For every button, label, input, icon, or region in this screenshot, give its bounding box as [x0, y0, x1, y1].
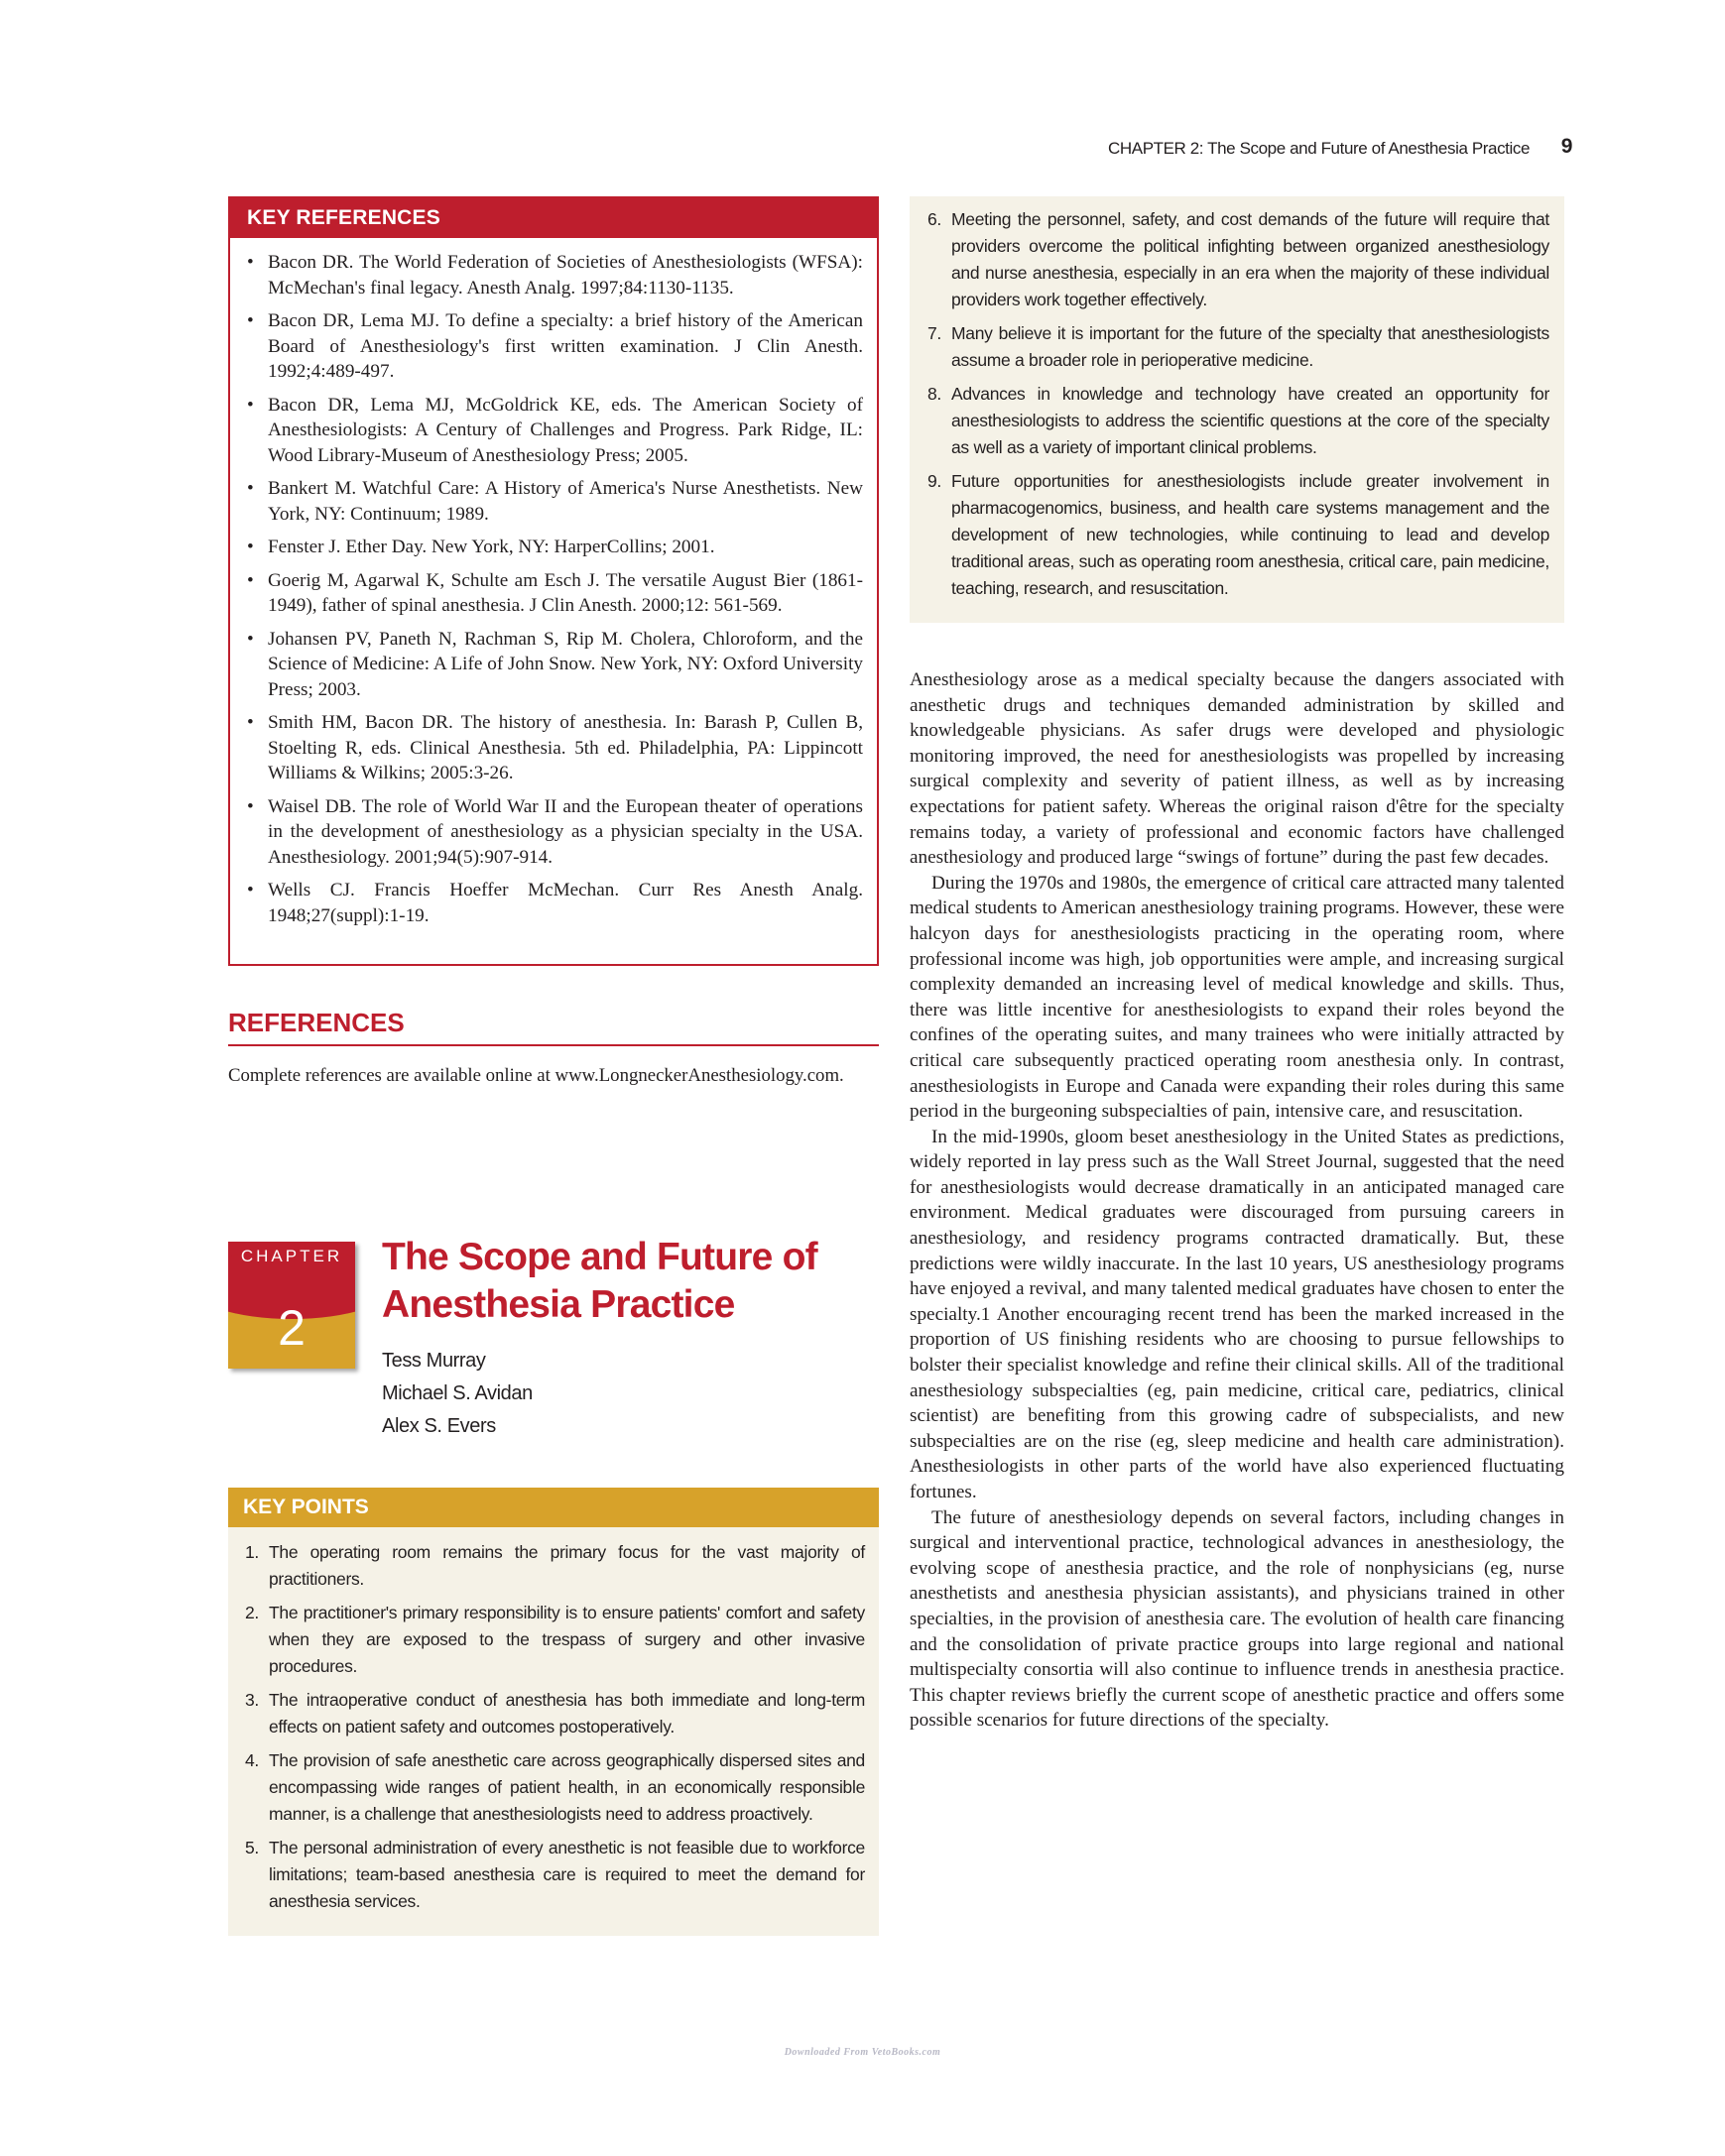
reference-item: • Goerig M, Agarwal K, Schulte am Esch J. The versatile August Bier (1861-1949), father of spinal anesthesia. J Clin Anesth. 2000;12: 561-569.	[268, 568, 863, 619]
key-point: 4. The provision of safe anesthetic care across geographically dispersed sites and encompassing wide ranges of patient health, in an economically responsible manner, is a challenge that anesthesiologists need to address proactively.	[245, 1750, 865, 1824]
chapter-title-line: Anesthesia Practice	[382, 1283, 735, 1326]
chapter-number: 2	[278, 1300, 306, 1356]
references-note: Complete references are available online at www.LongneckerAnesthesiology.com.	[228, 1065, 844, 1086]
key-points-list	[228, 1527, 879, 1915]
key-references-box	[228, 196, 879, 966]
key-point: 1. The operating room remains the primary focus for the vast majority of practitioners.	[245, 1542, 865, 1589]
body-paragraph: The future of anesthesiology depends on several factors, including changes in surgical and interventional practice, technological advances in anesthesiology, the evolving scope of anesthesia practice, and the role of nonphysicians (eg, nurse anesthetists and anesthesia physician assistants), and physicians trained in other specialties, in the provision of anesthesia care. The evolution of health care financing and the consolidation of private practice groups into large regional and national multispecialty consortia will also continue to influence trends in anesthesia practice. This chapter reviews briefly the current scope of anesthetic practice and offers some possible scenarios for future directions of the specialty.	[910, 1506, 1564, 1732]
key-point: 3. The intraoperative conduct of anesthesia has both immediate and long-term effects on patient safety and outcomes postoperatively.	[245, 1690, 865, 1737]
reference-item: • Johansen PV, Paneth N, Rachman S, Rip M. Cholera, Chloroform, and the Science of Medicine: A Life of John Snow. New York, NY: Oxford University Press; 2003.	[268, 627, 863, 703]
chapter-title	[382, 1234, 878, 1329]
author-list	[382, 1345, 533, 1443]
download-watermark: Downloaded From VetoBooks.com	[784, 2047, 941, 2058]
author-name: Michael S. Avidan	[382, 1382, 533, 1404]
key-points-heading: KEY POINTS	[228, 1488, 879, 1527]
reference-item: • Waisel DB. The role of World War II and the European theater of operations in the development of anesthesiology as a physician specialty in the USA. Anesthesiology. 2001;94(5):907-914.	[268, 794, 863, 871]
reference-item: • Wells CJ. Francis Hoeffer McMechan. Curr Res Anesth Analg. 1948;27(suppl):1-19.	[268, 878, 863, 928]
reference-item: • Bankert M. Watchful Care: A History of America's Nurse Anesthetists. New York, NY: Continuum; 1989.	[268, 476, 863, 527]
reference-item: • Bacon DR. The World Federation of Societies of Anesthesiologists (WFSA): McMechan's final legacy. Anesth Analg. 1997;84:1130-1135.	[268, 250, 863, 300]
key-point: 9. Future opportunities for anesthesiologists include greater involvement in pharmacogenomics, business, and health care systems management and the development of new technologies, while continuing to lead and develop traditional areas, such as operating room anesthesia, critical care, pain medicine, teaching, research, and resuscitation.	[927, 471, 1549, 598]
running-title: CHAPTER 2: The Scope and Future of Anesthesia Practice	[1108, 139, 1531, 158]
key-point: 7. Many believe it is important for the future of the specialty that anesthesiologists assume a broader role in perioperative medicine.	[927, 323, 1549, 370]
author-name: Alex S. Evers	[382, 1415, 496, 1437]
reference-item: • Smith HM, Bacon DR. The history of anesthesia. In: Barash P, Cullen B, Stoelting R, eds. Clinical Anesthesia. 5th ed. Philadelphia, PA: Lippincott Williams & Wilkins; 2005:3-26.	[268, 710, 863, 786]
chapter-badge	[228, 1242, 355, 1369]
running-header	[1108, 135, 1572, 165]
page-number: 9	[1560, 135, 1572, 158]
body-paragraph: In the mid-1990s, gloom beset anesthesiology in the United States as predictions, widely reported in lay press such as the Wall Street Journal, suggested that the need for anesthesiologists would decrease dramatically in an anticipated managed care environment. Medical graduates were discouraged from pursuing careers in anesthesiology, and residency programs contracted dramatically. But, these predictions were wildly inaccurate. In the last 10 years, US anesthesiology programs have enjoyed a revival, and many talented medical graduates have chosen to enter the specialty.1 Another encouraging recent trend has been the marked increased in the proportion of US finishing residents who are choosing to pursue fellowships to bolster their specialist knowledge and refine their clinical skills. All of the traditional anesthesiology subspecialties (eg, pain medicine, critical care, pediatrics, clinical scientist) are benefiting from this growing cadre of subspecialists, and new subspecialties are on the rise (eg, sleep medicine and health care administration). Anesthesiologists in other parts of the world have also experienced fluctuating fortunes.	[910, 1126, 1564, 1502]
key-point: 8. Advances in knowledge and technology have created an opportunity for anesthesiologists to address the scientific questions at the core of the specialty as well as a variety of important clinical problems.	[927, 384, 1549, 457]
chapter-body	[910, 667, 1564, 1734]
author-name: Tess Murray	[382, 1350, 486, 1372]
body-paragraph: During the 1970s and 1980s, the emergence of critical care attracted many talented medical students to American anesthesiology training programs. However, these were halcyon days for anesthesiologists practicing in the operating room, where professional income was high, job opportunities were ample, and increasing surgical complexity demanded an increasing level of medical knowledge and skills. Thus, there was little incentive for anesthesiologists to expand their roles beyond the confines of the operating suites, and many trainees who were initially attracted by critical care subsequently practiced operating room anesthesia only. In contrast, anesthesiologists in Europe and Canada were expanding their roles during this same period in the burgeoning subspecialties of pain, intensive care, and resuscitation.	[910, 872, 1564, 1123]
body-paragraph: Anesthesiology arose as a medical specialty because the dangers associated with anesthetic drugs and techniques demanded administration by skilled and knowledgeable physicians. As safer drugs were developed and physiologic monitoring improved, the need for anesthesiologists was propelled by increasing surgical complexity and severity of patient illness, as well as by increasing expectations for patient safety. Whereas the original raison d'être for the specialty remains today, a variety of professional and economic factors have challenged anesthesiology and produced large “swings of fortune” during the past few decades.	[910, 669, 1564, 869]
key-references-list	[230, 238, 877, 928]
key-point: 6. Meeting the personnel, safety, and cost demands of the future will require that providers overcome the political infighting between organized anesthesiology and nurse anesthesia, especially in an era when the majority of these individual providers work together effectively.	[927, 209, 1549, 309]
key-points-continued-box	[910, 196, 1564, 623]
references-heading: REFERENCES	[228, 1008, 879, 1046]
chapter-label: CHAPTER	[240, 1247, 343, 1265]
key-points-box	[228, 1488, 879, 1936]
reference-item: • Bacon DR, Lema MJ. To define a specialty: a brief history of the American Board of Anesthesiology's first written examination. J Clin Anesth. 1992;4:489-497.	[268, 308, 863, 385]
chapter-title-line: The Scope and Future of	[382, 1236, 817, 1278]
key-references-heading: KEY REFERENCES	[230, 198, 877, 238]
reference-item: • Bacon DR, Lema MJ, McGoldrick KE, eds. The American Society of Anesthesiologists: A Century of Challenges and Progress. Park Ridge, IL: Wood Library-Museum of Anesthesiology Press; 2005.	[268, 393, 863, 469]
key-points-list-continued	[910, 196, 1564, 602]
reference-item: • Fenster J. Ether Day. New York, NY: HarperCollins; 2001.	[268, 535, 863, 560]
key-point: 5. The personal administration of every anesthetic is not feasible due to workforce limitations; team-based anesthesia care is required to meet the demand for anesthesia services.	[245, 1838, 865, 1911]
key-point: 2. The practitioner's primary responsibility is to ensure patients' comfort and safety when they are exposed to the trespass of surgery and other invasive procedures.	[245, 1603, 865, 1676]
